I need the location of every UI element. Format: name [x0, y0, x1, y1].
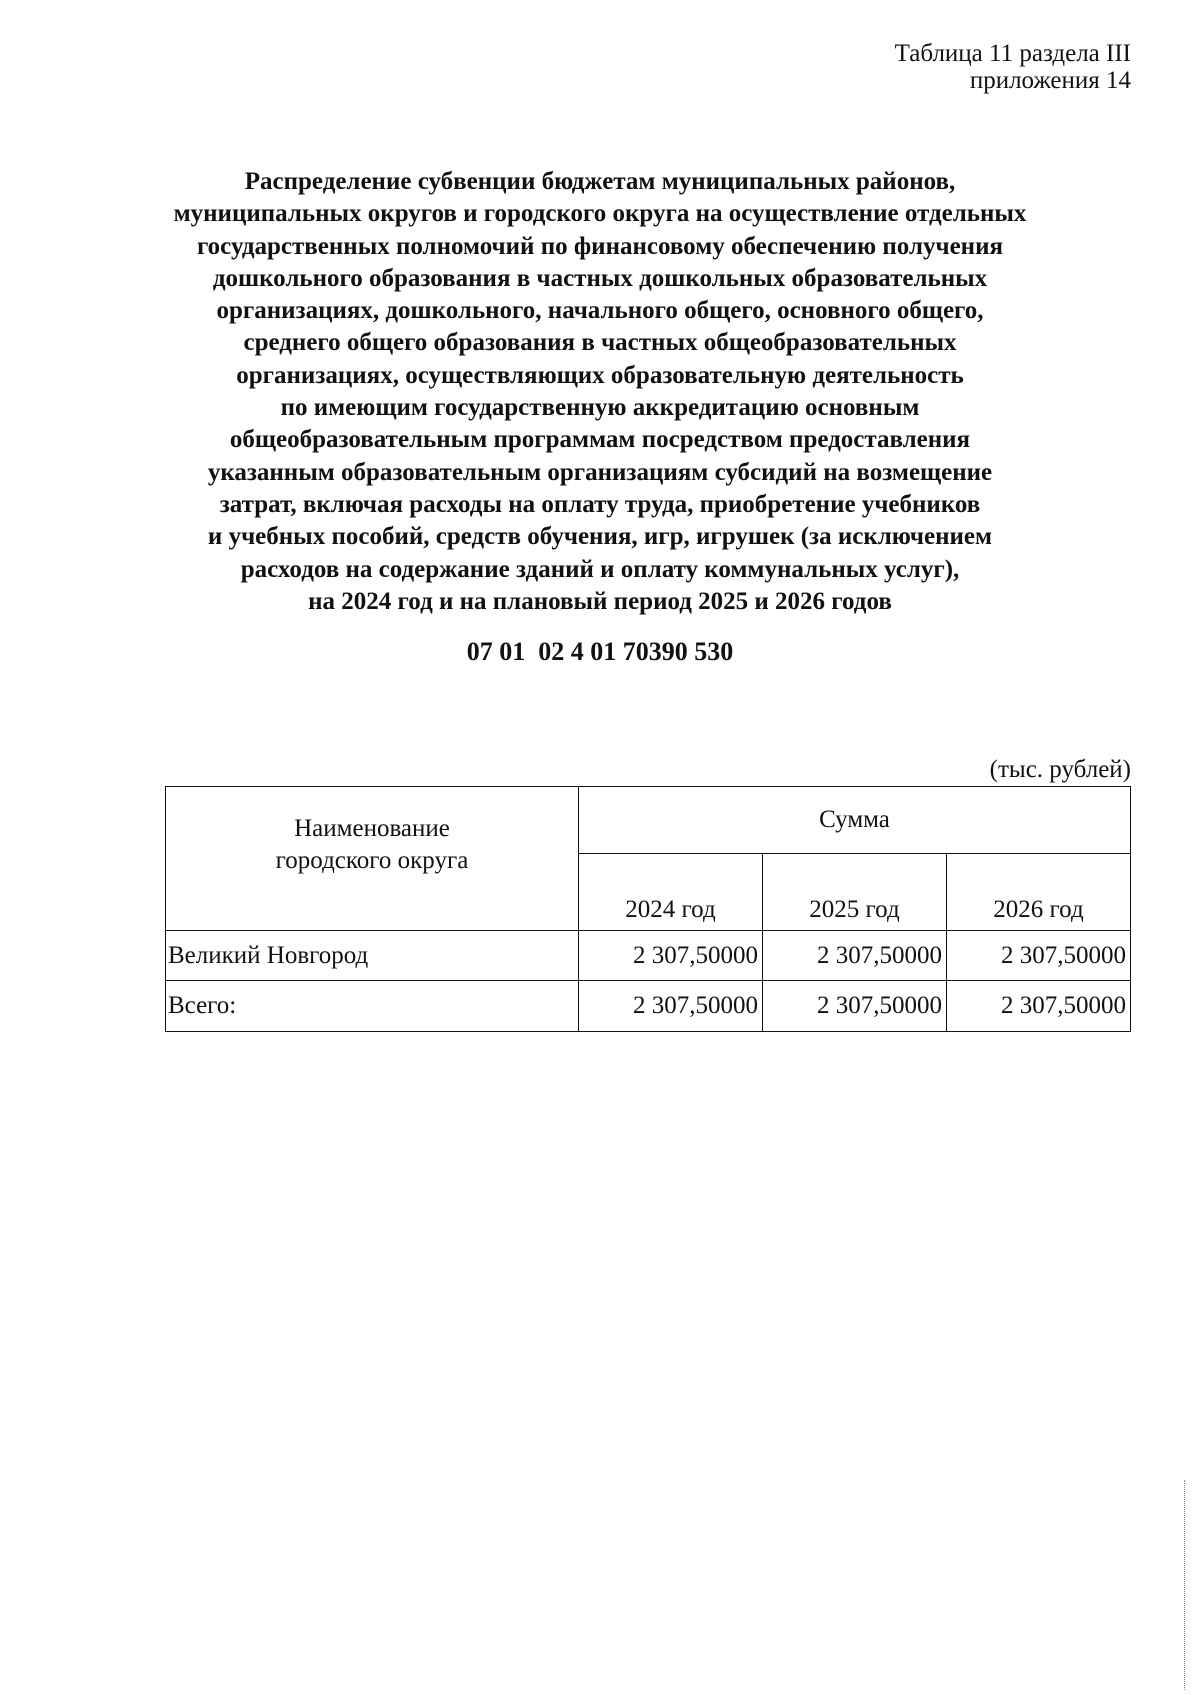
- row-name-cell: Великий Новгород: [166, 931, 579, 981]
- row-value-2024: 2 307,50000: [579, 931, 763, 981]
- distribution-table: [165, 786, 1131, 1032]
- title-line: общеобразовательным программам посредством предоставления: [229, 426, 971, 454]
- table-total-row: [166, 981, 1131, 1032]
- total-value-2024: 2 307,50000: [579, 981, 763, 1032]
- title-line: муниципальных округов и городского округа на осуществление отдельных: [173, 200, 1027, 228]
- column-header-year-2025: 2025 год: [763, 854, 947, 931]
- title-line: расходов на содержание зданий и оплату коммунальных услуг),: [240, 555, 960, 583]
- row-value-2026: 2 307,50000: [947, 931, 1131, 981]
- budget-classification-code: 07 01 02 4 01 70390 530: [466, 637, 734, 666]
- column-header-year-2026: 2026 год: [947, 854, 1131, 931]
- title-line: и учебных пособий, средств обучения, игр, игрушек (за исключением: [207, 523, 993, 551]
- units-label: (тыс. рублей): [989, 756, 1131, 783]
- total-label-cell: Всего:: [166, 981, 579, 1032]
- table-reference: [895, 40, 1131, 94]
- title-line: указанным образовательным организациям субсидий на возмещение: [207, 458, 993, 486]
- title-line: организациях, дошкольного, начального общего, основного общего,: [216, 297, 984, 325]
- title-line: дошкольного образования в частных дошкольных образовательных: [212, 264, 988, 292]
- total-value-2025: 2 307,50000: [763, 981, 947, 1032]
- title-line: среднего общего образования в частных общеобразовательных: [243, 329, 957, 357]
- column-header-name-line-1: Наименование: [294, 815, 450, 842]
- title-line: по имеющим государственную аккредитацию основным: [280, 394, 920, 422]
- document-title: [150, 166, 1050, 618]
- column-header-sum: Сумма: [579, 787, 1131, 854]
- column-header-year-2024: 2024 год: [579, 854, 763, 931]
- total-value-2026: 2 307,50000: [947, 981, 1131, 1032]
- table-row: [166, 931, 1131, 981]
- table-reference-line-1: Таблица 11 раздела III: [894, 40, 1131, 67]
- row-value-2025: 2 307,50000: [763, 931, 947, 981]
- table-header-row: [166, 787, 1131, 854]
- table-reference-line-2: приложения 14: [969, 67, 1131, 94]
- title-line: на 2024 год и на плановый период 2025 и 2026 годов: [308, 587, 892, 615]
- title-line: Распределение субвенции бюджетам муниципальных районов,: [244, 168, 956, 195]
- column-header-name: [166, 787, 579, 931]
- title-line: затрат, включая расходы на оплату труда, приобретение учебников: [219, 490, 981, 518]
- scan-margin-mark: [1184, 1480, 1186, 1690]
- title-line: государственных полномочий по финансовому обеспечению получения: [196, 232, 1004, 260]
- title-line: организациях, осуществляющих образовательную деятельность: [236, 361, 964, 389]
- column-header-name-line-2: городского округа: [275, 847, 469, 874]
